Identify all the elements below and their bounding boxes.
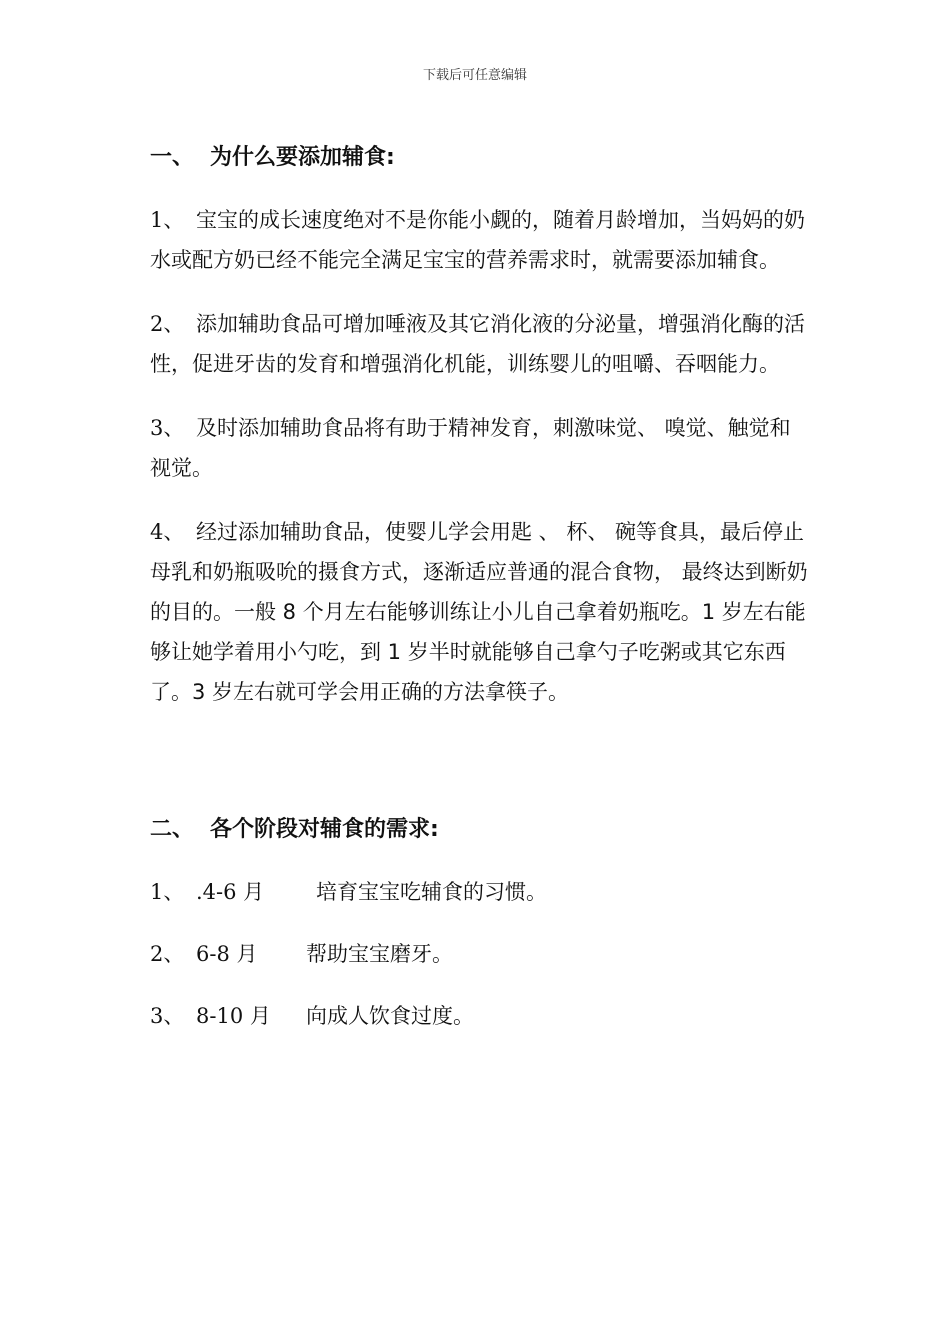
stage-item-1-text: 培育宝宝吃辅食的习惯。 bbox=[316, 880, 547, 904]
paragraph-4-text: 经过添加辅助食品，使婴儿学会用匙 、 杯、 碗等食具，最后停止母乳和奶瓶吸吮的摄食方式，逐渐适应普通的混合食物， 最终达到断奶的目的。一般 8 个月左右能够训练让小儿自己拿着奶瓶吃。1 岁左右能够让她学着用小勺吃，到 1 岁半时就能够自己拿勺子吃粥或其它东西了。3 岁左右就可学会用正确的方法拿筷子。 bbox=[150, 520, 808, 704]
document-content bbox=[150, 138, 810, 1036]
section-1-title: 为什么要添加辅食: bbox=[210, 145, 395, 170]
paragraph-3 bbox=[150, 408, 810, 488]
section-1-number: 一、 bbox=[150, 145, 195, 170]
stage-item-3 bbox=[150, 996, 810, 1036]
paragraph-2 bbox=[150, 304, 810, 384]
section-2-number: 二、 bbox=[150, 817, 195, 842]
stage-item-1-number: 1、 bbox=[150, 880, 185, 904]
paragraph-2-number: 2、 bbox=[150, 312, 185, 336]
paragraph-3-number: 3、 bbox=[150, 416, 185, 440]
stage-item-3-range: 8-10 月 bbox=[196, 1004, 271, 1028]
paragraph-2-text: 添加辅助食品可增加唾液及其它消化液的分泌量，增强消化酶的活性，促进牙齿的发育和增强消化机能，训练婴儿的咀嚼、吞咽能力。 bbox=[150, 312, 805, 376]
paragraph-1-number: 1、 bbox=[150, 208, 185, 232]
paragraph-1-text: 宝宝的成长速度绝对不是你能小觑的，随着月龄增加，当妈妈的奶水或配方奶已经不能完全满足宝宝的营养需求时，就需要添加辅食。 bbox=[150, 208, 805, 272]
stage-item-3-text: 向成人饮食过度。 bbox=[306, 1004, 474, 1028]
stage-item-3-number: 3、 bbox=[150, 1004, 185, 1028]
section-1-heading bbox=[150, 138, 810, 178]
paragraph-4 bbox=[150, 512, 810, 712]
section-2-heading bbox=[150, 810, 810, 850]
header-note: 下载后可任意编辑 bbox=[422, 68, 527, 83]
stage-item-1 bbox=[150, 872, 810, 912]
paragraph-1 bbox=[150, 200, 810, 280]
stage-item-1-range: .4-6 月 bbox=[196, 880, 265, 904]
stage-item-2-range: 6-8 月 bbox=[196, 942, 258, 966]
stage-item-2 bbox=[150, 934, 810, 974]
stage-item-2-number: 2、 bbox=[150, 942, 185, 966]
paragraph-3-text: 及时添加辅助食品将有助于精神发育，刺激味觉、 嗅觉、触觉和视觉。 bbox=[150, 416, 791, 480]
stage-item-2-text: 帮助宝宝磨牙。 bbox=[306, 942, 453, 966]
paragraph-4-number: 4、 bbox=[150, 520, 185, 544]
section-2-title: 各个阶段对辅食的需求: bbox=[210, 817, 439, 842]
